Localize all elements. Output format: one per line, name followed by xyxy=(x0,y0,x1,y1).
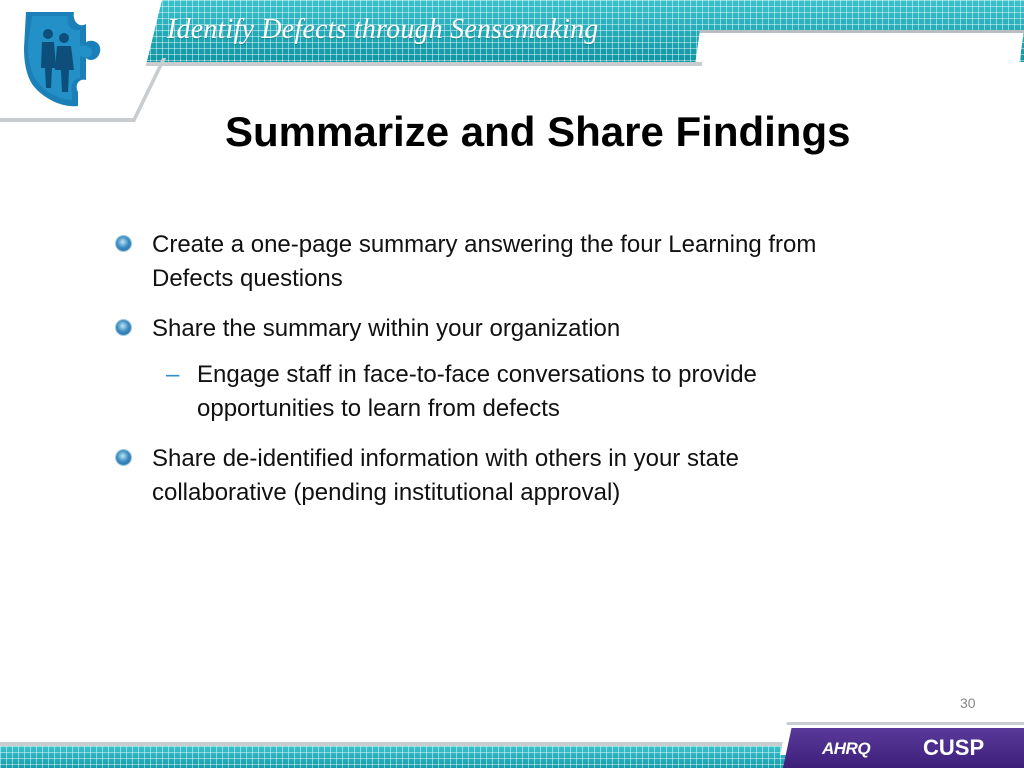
bullet-text-line: Defects questions xyxy=(152,265,343,292)
bullet-item xyxy=(112,312,972,346)
footer-logo-panel xyxy=(783,728,1024,768)
sub-bullet-text-line: opportunities to learn from defects xyxy=(197,395,560,422)
round-bullet-icon xyxy=(116,320,131,335)
bullet-item xyxy=(112,228,972,296)
section-title: Identify Defects through Sensemaking xyxy=(167,14,599,45)
round-bullet-icon xyxy=(116,450,131,465)
logo-border xyxy=(0,118,134,122)
bullet-item xyxy=(112,442,972,510)
slide-title: Summarize and Share Findings xyxy=(225,108,851,155)
bullet-text-line: Share the summary within your organization xyxy=(152,315,621,342)
bullet-text-line: collaborative (pending institutional approval) xyxy=(152,479,621,506)
sub-bullet-text-line: Engage staff in face-to-face conversations to provide xyxy=(197,361,757,388)
sub-bullet-item xyxy=(112,358,972,426)
ahrq-logo: AHRQ xyxy=(822,739,871,758)
bullet-list xyxy=(112,228,972,526)
round-bullet-icon xyxy=(116,236,131,251)
banner-edge xyxy=(130,62,702,66)
dash-bullet-icon: – xyxy=(166,361,180,388)
banner-notch xyxy=(695,30,1024,69)
puzzle-people-icon xyxy=(22,8,112,110)
bullet-text-line: Share de-identified information with others in your state xyxy=(152,445,739,472)
page-number: 30 xyxy=(960,695,976,711)
cusp-logo: CUSP xyxy=(923,735,985,760)
bullet-text-line: Create a one-page summary answering the four Learning from xyxy=(152,231,817,258)
